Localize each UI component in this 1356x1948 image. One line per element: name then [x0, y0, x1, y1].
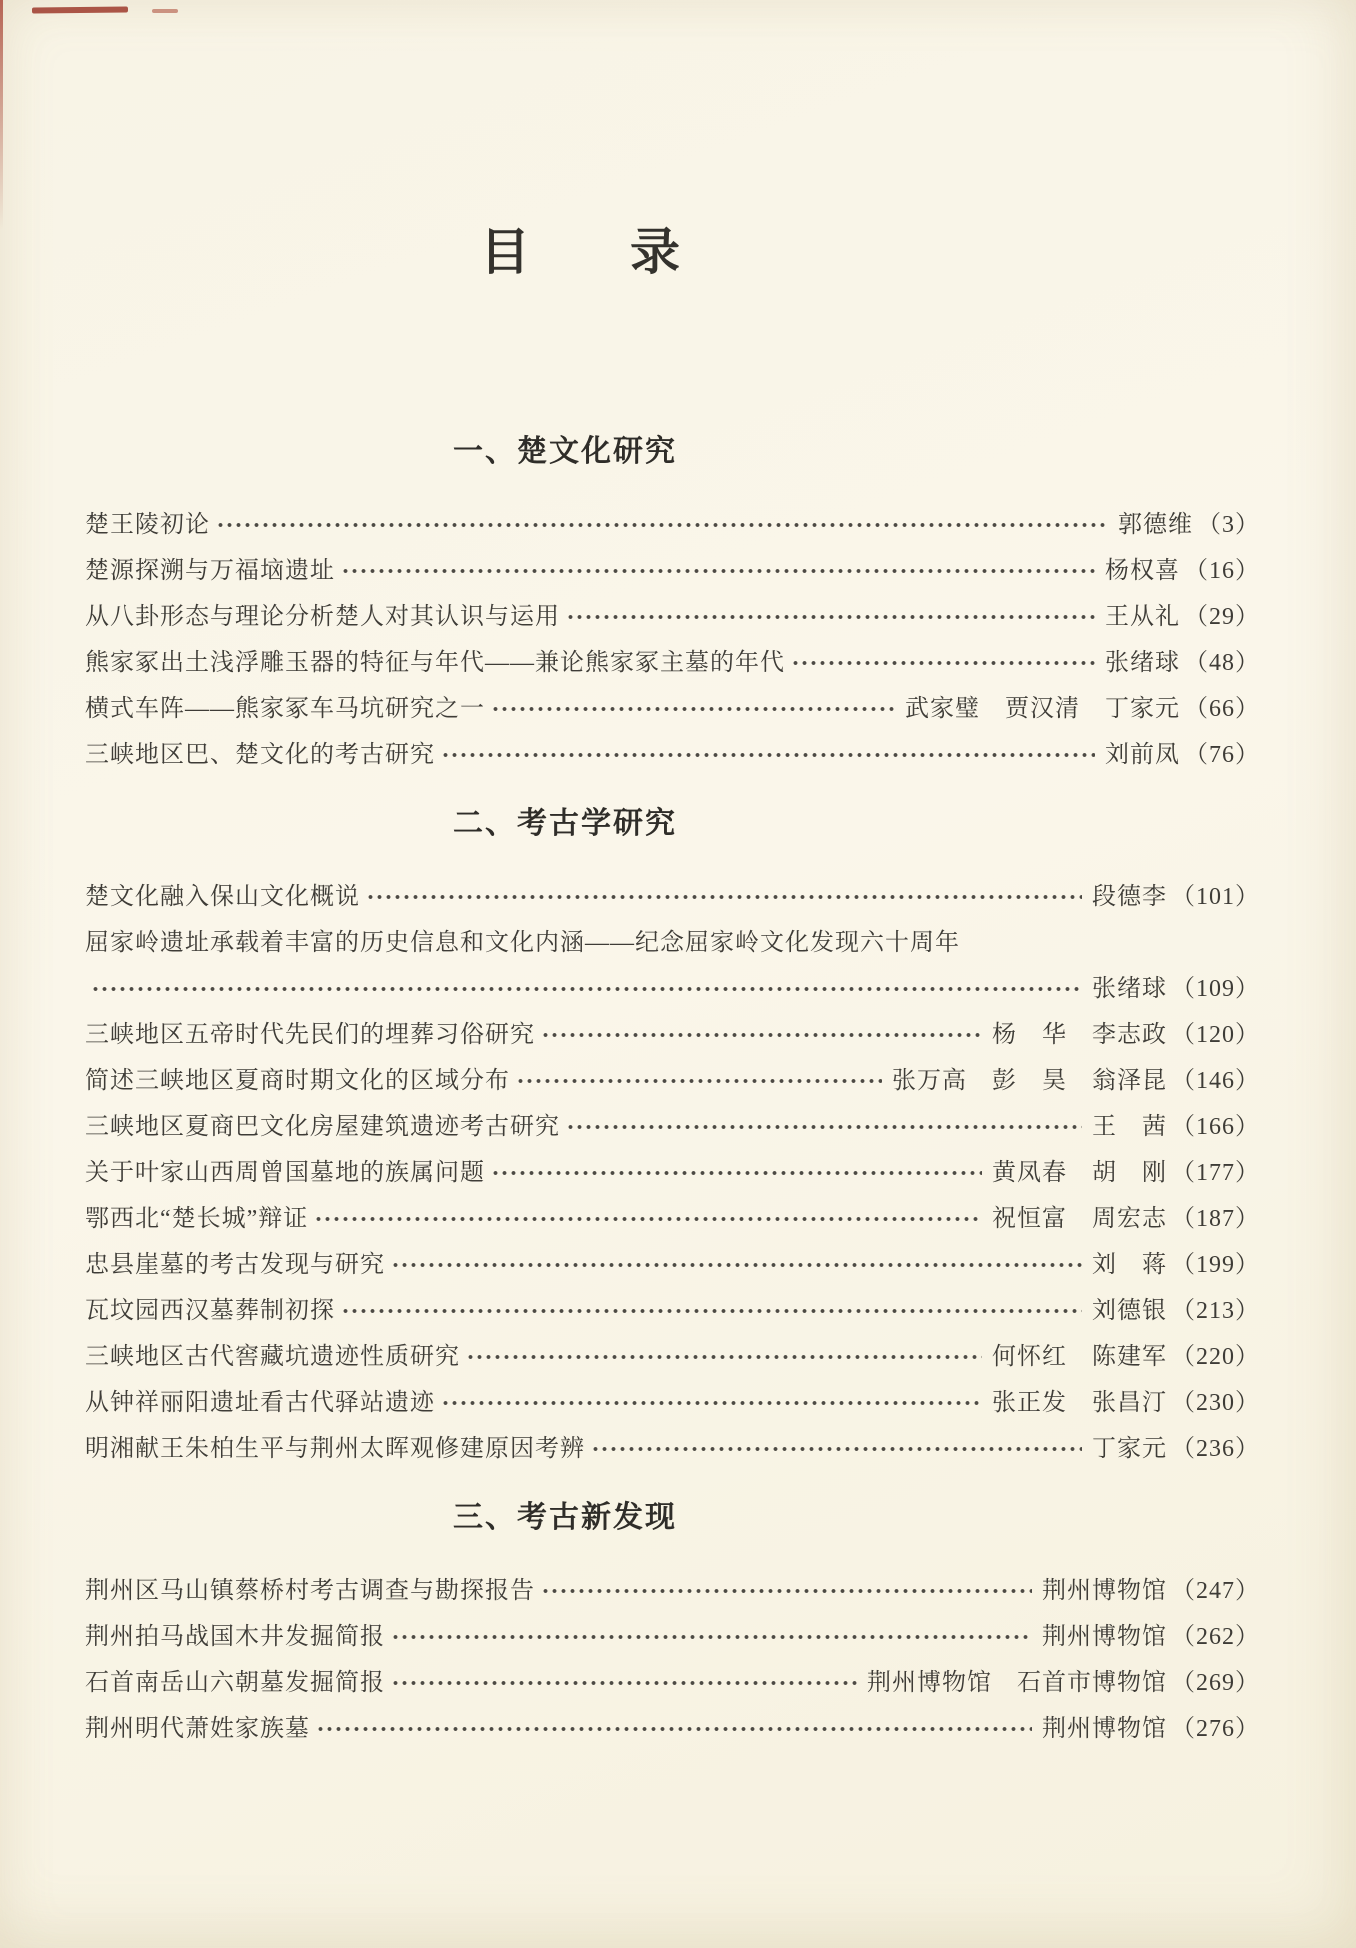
entry-page-number: （120）: [1171, 1022, 1260, 1048]
entry-page-number: （213）: [1171, 1298, 1260, 1324]
entry-page-number: （166）: [1171, 1114, 1260, 1140]
dot-leader: [791, 640, 1095, 686]
entry-page-number: （220）: [1171, 1344, 1260, 1370]
toc-entry: [85, 1568, 1260, 1614]
entry-authors: 祝恒富 周宏志: [992, 1206, 1167, 1232]
entry-page-number: （146）: [1171, 1068, 1260, 1094]
dot-leader: [341, 548, 1095, 594]
toc-entry: [85, 1058, 1260, 1104]
entry-title: 楚王陵初论: [85, 512, 210, 538]
toc-entry: [85, 1334, 1260, 1380]
entry-page-number: （230）: [1171, 1390, 1260, 1416]
toc-entry: [85, 1660, 1260, 1706]
entry-page-number: （276）: [1171, 1716, 1260, 1742]
entry-page-number: （3）: [1197, 512, 1260, 538]
entry-authors: 杨权喜: [1105, 558, 1180, 584]
entry-page-number: （16）: [1184, 558, 1260, 584]
toc-sections: [85, 432, 1260, 1752]
dot-leader: [491, 1150, 982, 1196]
page-title: 目 录: [480, 224, 680, 280]
section-heading: 二、考古学研究: [453, 807, 677, 840]
entry-title: 荆州区马山镇蔡桥村考古调查与勘探报告: [85, 1578, 535, 1604]
toc-entry: [85, 1706, 1260, 1752]
entry-authors: 张绪球: [1105, 650, 1180, 676]
dot-leader: [391, 1242, 1082, 1288]
entry-authors: 何怀红 陈建军: [992, 1344, 1167, 1370]
entry-title: 石首南岳山六朝墓发掘简报: [85, 1670, 385, 1696]
entry-title: 三峡地区五帝时代先民们的埋葬习俗研究: [85, 1022, 535, 1048]
entry-page-number: （177）: [1171, 1160, 1260, 1186]
toc-entry: [85, 1196, 1260, 1242]
entry-authors: 杨 华 李志政: [992, 1022, 1167, 1048]
entry-page-number: （187）: [1171, 1206, 1260, 1232]
toc-entry: [85, 1380, 1260, 1426]
entry-page-number: （199）: [1171, 1252, 1260, 1278]
entry-title: 楚文化融入保山文化概说: [85, 884, 360, 910]
dot-leader: [541, 1568, 1032, 1614]
entry-authors: 张绪球: [1092, 976, 1167, 1002]
toc-entry: [85, 1426, 1260, 1472]
entry-page-number: （262）: [1171, 1624, 1260, 1650]
entry-title: 横式车阵——熊家冢车马坑研究之一: [85, 696, 485, 722]
entry-authors: 荆州博物馆: [1042, 1716, 1167, 1742]
toc-entry: [85, 1150, 1260, 1196]
toc-entry: [85, 1614, 1260, 1660]
entry-title: 三峡地区夏商巴文化房屋建筑遗迹考古研究: [85, 1114, 560, 1140]
entry-authors: 刘德银: [1092, 1298, 1167, 1324]
entry-authors: 荆州博物馆: [1042, 1578, 1167, 1604]
dot-leader: [314, 1196, 982, 1242]
entry-title: 三峡地区古代窖藏坑遗迹性质研究: [85, 1344, 460, 1370]
dot-leader: [91, 966, 1082, 1012]
toc-entry: [85, 732, 1260, 778]
entry-authors: 刘前凤: [1105, 742, 1180, 768]
entry-authors: 武家璧 贾汉清 丁家元: [905, 696, 1180, 722]
toc-entry: [85, 1288, 1260, 1334]
entry-title: 简述三峡地区夏商时期文化的区域分布: [85, 1068, 510, 1094]
dot-leader: [566, 594, 1095, 640]
toc-entry: [85, 874, 1260, 920]
section-entry-list: [85, 502, 1260, 778]
toc-entry: [85, 686, 1260, 732]
entry-page-number: （48）: [1184, 650, 1260, 676]
entry-authors: 荆州博物馆 石首市博物馆: [867, 1670, 1167, 1696]
dot-leader: [316, 1706, 1032, 1752]
toc-entry: [85, 1012, 1260, 1058]
entry-title: 忠县崖墓的考古发现与研究: [85, 1252, 385, 1278]
dot-leader: [491, 686, 895, 732]
entry-title: 明湘献王朱柏生平与荆州太晖观修建原因考辨: [85, 1436, 585, 1462]
entry-title: 鄂西北“楚长城”辩证: [85, 1206, 309, 1232]
entry-page-number: （66）: [1184, 696, 1260, 722]
toc-content: [85, 0, 1260, 1752]
entry-page-number: （247）: [1171, 1578, 1260, 1604]
entry-page-number: （109）: [1171, 976, 1260, 1002]
entry-authors: 段德李: [1092, 884, 1167, 910]
entry-page-number: （236）: [1171, 1436, 1260, 1462]
entry-page-number: （269）: [1171, 1670, 1260, 1696]
entry-title: 从八卦形态与理论分析楚人对其认识与运用: [85, 604, 560, 630]
entry-title: 三峡地区巴、楚文化的考古研究: [85, 742, 435, 768]
dot-leader: [391, 1660, 857, 1706]
dot-leader: [591, 1426, 1082, 1472]
entry-authors: 荆州博物馆: [1042, 1624, 1167, 1650]
scan-artifact-left-edge: [0, 0, 3, 230]
dot-leader: [566, 1104, 1082, 1150]
entry-authors: 黄凤春 胡 刚: [992, 1160, 1167, 1186]
entry-authors: 王从礼: [1105, 604, 1180, 630]
entry-title: 屈家岭遗址承载着丰富的历史信息和文化内涵——纪念屈家岭文化发现六十周年: [85, 930, 960, 956]
toc-entry-continuation: [85, 966, 1260, 1012]
dot-leader: [341, 1288, 1082, 1334]
section-heading: 一、楚文化研究: [453, 435, 677, 468]
toc-entry: [85, 502, 1260, 548]
entry-authors: 王 茜: [1092, 1114, 1167, 1140]
entry-title: 荆州明代萧姓家族墓: [85, 1716, 310, 1742]
dot-leader: [216, 502, 1108, 548]
toc-entry: [85, 920, 1260, 966]
dot-leader: [466, 1334, 982, 1380]
entry-authors: 刘 蒋: [1092, 1252, 1167, 1278]
entry-title: 关于叶家山西周曾国墓地的族属问题: [85, 1160, 485, 1186]
entry-title: 荆州拍马战国木井发掘简报: [85, 1624, 385, 1650]
entry-authors: 郭德维: [1118, 512, 1193, 538]
dot-leader: [516, 1058, 882, 1104]
section-entry-list: [85, 874, 1260, 1472]
toc-entry: [85, 548, 1260, 594]
dot-leader: [366, 874, 1082, 920]
dot-leader: [541, 1012, 982, 1058]
entry-authors: 丁家元: [1092, 1436, 1167, 1462]
toc-entry: [85, 1242, 1260, 1288]
section-heading: 三、考古新发现: [453, 1501, 677, 1534]
entry-page-number: （101）: [1171, 884, 1260, 910]
entry-title: 瓦坟园西汉墓葬制初探: [85, 1298, 335, 1324]
toc-entry: [85, 594, 1260, 640]
toc-entry: [85, 1104, 1260, 1150]
entry-page-number: （29）: [1184, 604, 1260, 630]
dot-leader: [441, 1380, 982, 1426]
section-entry-list: [85, 1568, 1260, 1752]
dot-leader: [391, 1614, 1032, 1660]
dot-leader: [441, 732, 1095, 778]
entry-page-number: （76）: [1184, 742, 1260, 768]
toc-entry: [85, 640, 1260, 686]
entry-authors: 张正发 张昌汀: [992, 1390, 1167, 1416]
entry-title: 楚源探溯与万福垴遗址: [85, 558, 335, 584]
entry-authors: 张万高 彭 昊 翁泽昆: [892, 1068, 1167, 1094]
entry-title: 从钟祥丽阳遗址看古代驿站遗迹: [85, 1390, 435, 1416]
entry-title: 熊家冢出土浅浮雕玉器的特征与年代——兼论熊家冢主墓的年代: [85, 650, 785, 676]
